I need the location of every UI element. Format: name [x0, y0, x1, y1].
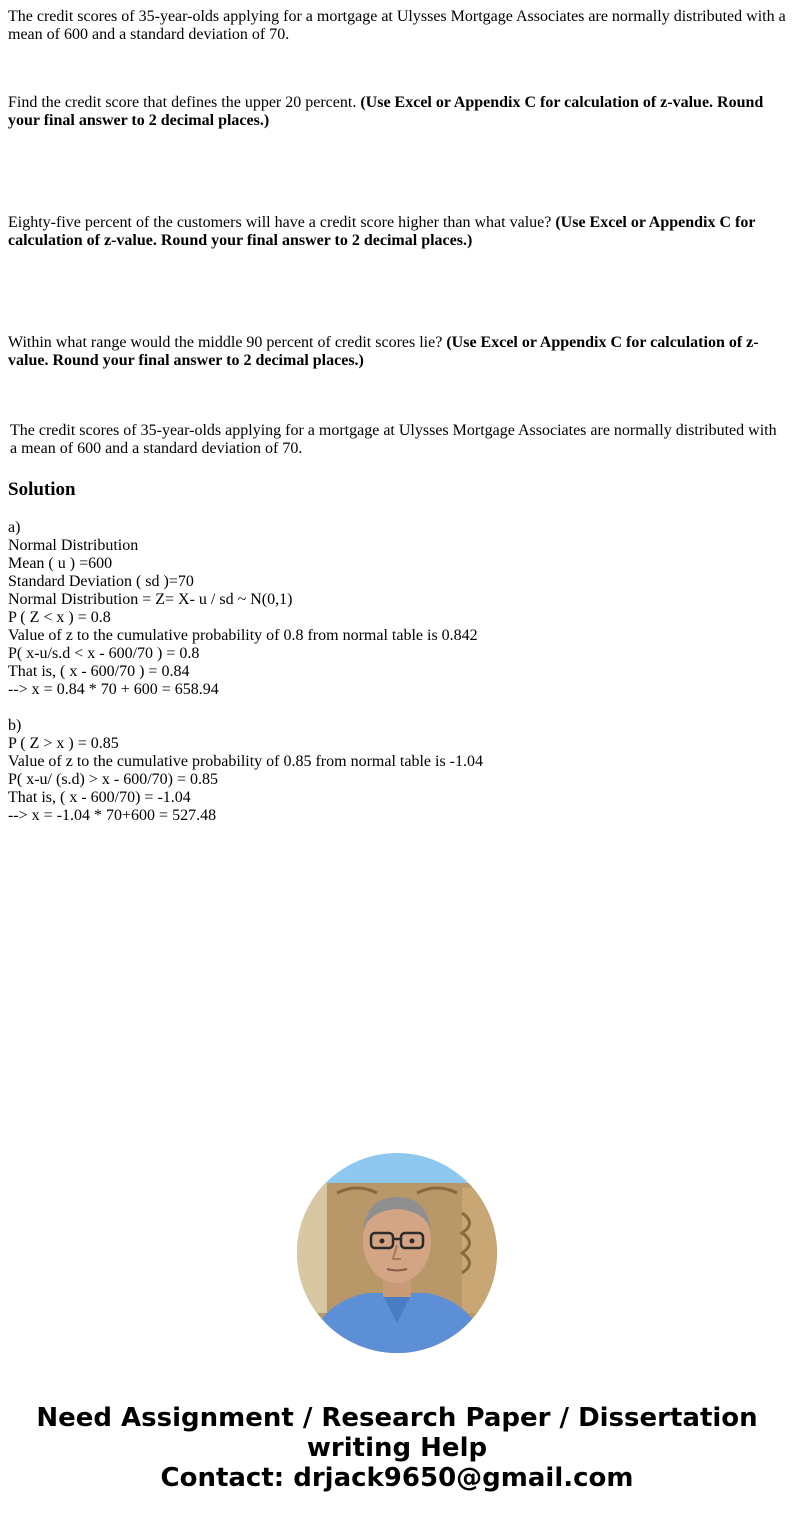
contact-banner-line-2: writing Help [306, 1433, 488, 1463]
solution-line: --> x = 0.84 * 70 + 600 = 658.94 [8, 681, 219, 698]
solution-line: Value of z to the cumulative probability of 0.85 from normal table is -1.04 [8, 753, 483, 770]
question-part-3-instructions: (Use Excel or Appendix C for calculation of z-value. Round your final answer to 2 decimal places.) [8, 334, 759, 369]
question-part-3 [8, 334, 778, 370]
question-part-1-text: Find the credit score that defines the upper 20 percent. [8, 94, 361, 111]
contact-banner [0, 1403, 794, 1493]
contact-banner-email: Contact: drjack9650@gmail.com [160, 1463, 634, 1493]
solution-line: a) [8, 519, 21, 536]
solution-line: --> x = -1.04 * 70+600 = 527.48 [8, 807, 217, 824]
question-part-2-instructions: (Use Excel or Appendix C for calculation of z-value. Round your final answer to 2 decimal places.) [8, 214, 756, 249]
question-part-2-text: Eighty-five percent of the customers will have a credit score higher than what value? [8, 214, 556, 231]
solution-line: That is, ( x - 600/70) = -1.04 [8, 789, 191, 806]
solution-line: P ( Z < x ) = 0.8 [8, 609, 111, 626]
solution-line: Value of z to the cumulative probability of 0.8 from normal table is 0.842 [8, 627, 478, 644]
solution-line: Standard Deviation ( sd )=70 [8, 573, 194, 590]
solution-line: That is, ( x - 600/70 ) = 0.84 [8, 663, 190, 680]
solution-line: Mean ( u ) =600 [8, 555, 113, 572]
solution-heading: Solution [8, 479, 76, 500]
solution-spacer [8, 699, 788, 717]
question-part-3-text: Within what range would the middle 90 percent of credit scores lie? [8, 334, 447, 351]
contact-banner-line-1: Need Assignment / Research Paper / Dissertation [36, 1403, 758, 1433]
question-repeat: The credit scores of 35-year-olds applying for a mortgage at Ulysses Mortgage Associates are normally distributed with a mean of 600 and a standard deviation of 70. [10, 422, 777, 457]
solution-line: b) [8, 717, 22, 734]
person-photo-icon [297, 1153, 497, 1353]
solution-line: Normal Distribution = Z= X- u / sd ~ N(0,1) [8, 591, 293, 608]
solution-part-a [8, 519, 788, 699]
solution-line: Normal Distribution [8, 537, 139, 554]
solution-body [8, 519, 788, 825]
question-part-1 [8, 94, 778, 130]
question-part-2 [8, 214, 778, 250]
solution-part-b [8, 717, 788, 825]
question-intro: The credit scores of 35-year-olds applying for a mortgage at Ulysses Mortgage Associates are normally distributed with a mean of 600 and a standard deviation of 70. [8, 8, 786, 43]
solution-line: P( x-u/ (s.d) > x - 600/70) = 0.85 [8, 771, 219, 788]
question-part-1-instructions: (Use Excel or Appendix C for calculation of z-value. Round your final answer to 2 decimal places.) [8, 94, 764, 129]
solution-line: P ( Z > x ) = 0.85 [8, 735, 119, 752]
solution-line: P( x-u/s.d < x - 600/70 ) = 0.8 [8, 645, 200, 662]
